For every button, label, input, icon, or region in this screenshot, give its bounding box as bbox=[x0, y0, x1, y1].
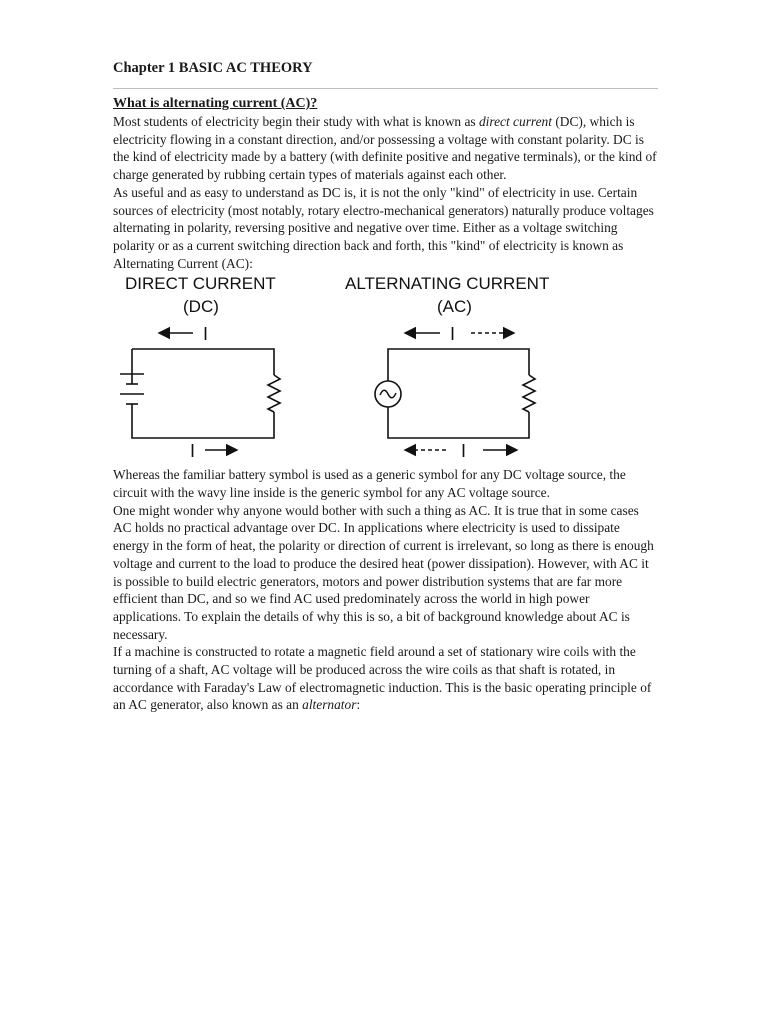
paragraph-direct-current bbox=[113, 113, 658, 184]
paragraph-text: : bbox=[356, 697, 361, 713]
dc-ac-circuit-figure bbox=[113, 274, 658, 464]
dc-resistor-icon bbox=[268, 375, 280, 412]
paragraph-text: If a machine is constructed to rotate a magnetic field around a set of stationary wire coils with the turning of a shaft, AC voltage will be produced across the wire coils as that shaft is rotated, in accordance with Faraday's Law of electromagnetic induction. This is the basic operating principle of an AC generator, also known as an bbox=[113, 644, 652, 713]
paragraph-alternating-current: As useful and as easy to understand as DC is, it is not the only "kind" of electricity in use. Certain sources of electricity (most notably, rotary electro-mechanical generators) naturally produce voltages alternating in polarity, reversing positive and negative over time. Either as a voltage switching polarity or as a current switching direction back and forth, this "kind" of electricity is known as Alternating Current (AC): bbox=[113, 184, 654, 271]
chapter-title: Chapter 1 BASIC AC THEORY bbox=[113, 60, 313, 76]
dc-circuit-wire bbox=[132, 349, 274, 438]
paragraph-text: Most students of electricity begin their study with what is known as bbox=[113, 114, 479, 129]
ac-abbr: (AC) bbox=[437, 297, 472, 317]
ac-top-current-label: I bbox=[450, 324, 456, 345]
paragraph-ac-advantages: One might wonder why anyone would bother with such a thing as AC. It is true that in some cases AC holds no practical advantage over DC. In applications where electricity is used to dissipate energy in the form of heat, the polarity or direction of current is irrelevant, so long as there is enough voltage and current to the load to produce the desired heat (power dissipation). However, with AC it is possible to build electric generators, motors and power distribution systems that are far more efficient than DC, and so we find AC used predominately across the world in high power applications. To explain the details of why this is so, a bit of background knowledge about AC is necessary. bbox=[113, 502, 654, 642]
emphasis-direct-current: direct current bbox=[478, 114, 552, 129]
paragraph-symbol-explanation: Whereas the familiar battery symbol is used as a generic symbol for any DC voltage source, the circuit with the wavy line inside is the generic symbol for any AC voltage source. bbox=[113, 467, 626, 501]
paragraph-text: (DC), which is electricity flowing in a constant direction, and/or possessing a voltage with constant polarity. DC is the kind of electricity made by a battery (with definite positive and negative terminals), or the kind of charge generated by rubbing certain types of materials against each other. bbox=[113, 114, 657, 183]
paragraph-alternator bbox=[113, 643, 658, 714]
divider-rule bbox=[113, 88, 658, 89]
ac-bottom-current-label: I bbox=[461, 441, 467, 462]
ac-circuit-wire bbox=[388, 349, 529, 438]
ac-resistor-icon bbox=[523, 375, 535, 412]
dc-top-current-label: I bbox=[203, 324, 209, 345]
dc-title: DIRECT CURRENT bbox=[125, 274, 276, 294]
ac-source-icon bbox=[375, 381, 401, 407]
ac-title: ALTERNATING CURRENT bbox=[345, 274, 550, 294]
dc-bottom-current-label: I bbox=[190, 441, 196, 462]
section-heading: What is alternating current (AC)? bbox=[113, 96, 318, 111]
dc-abbr: (DC) bbox=[183, 297, 219, 317]
emphasis-alternator: alternator bbox=[302, 697, 357, 713]
document-page bbox=[113, 58, 658, 714]
